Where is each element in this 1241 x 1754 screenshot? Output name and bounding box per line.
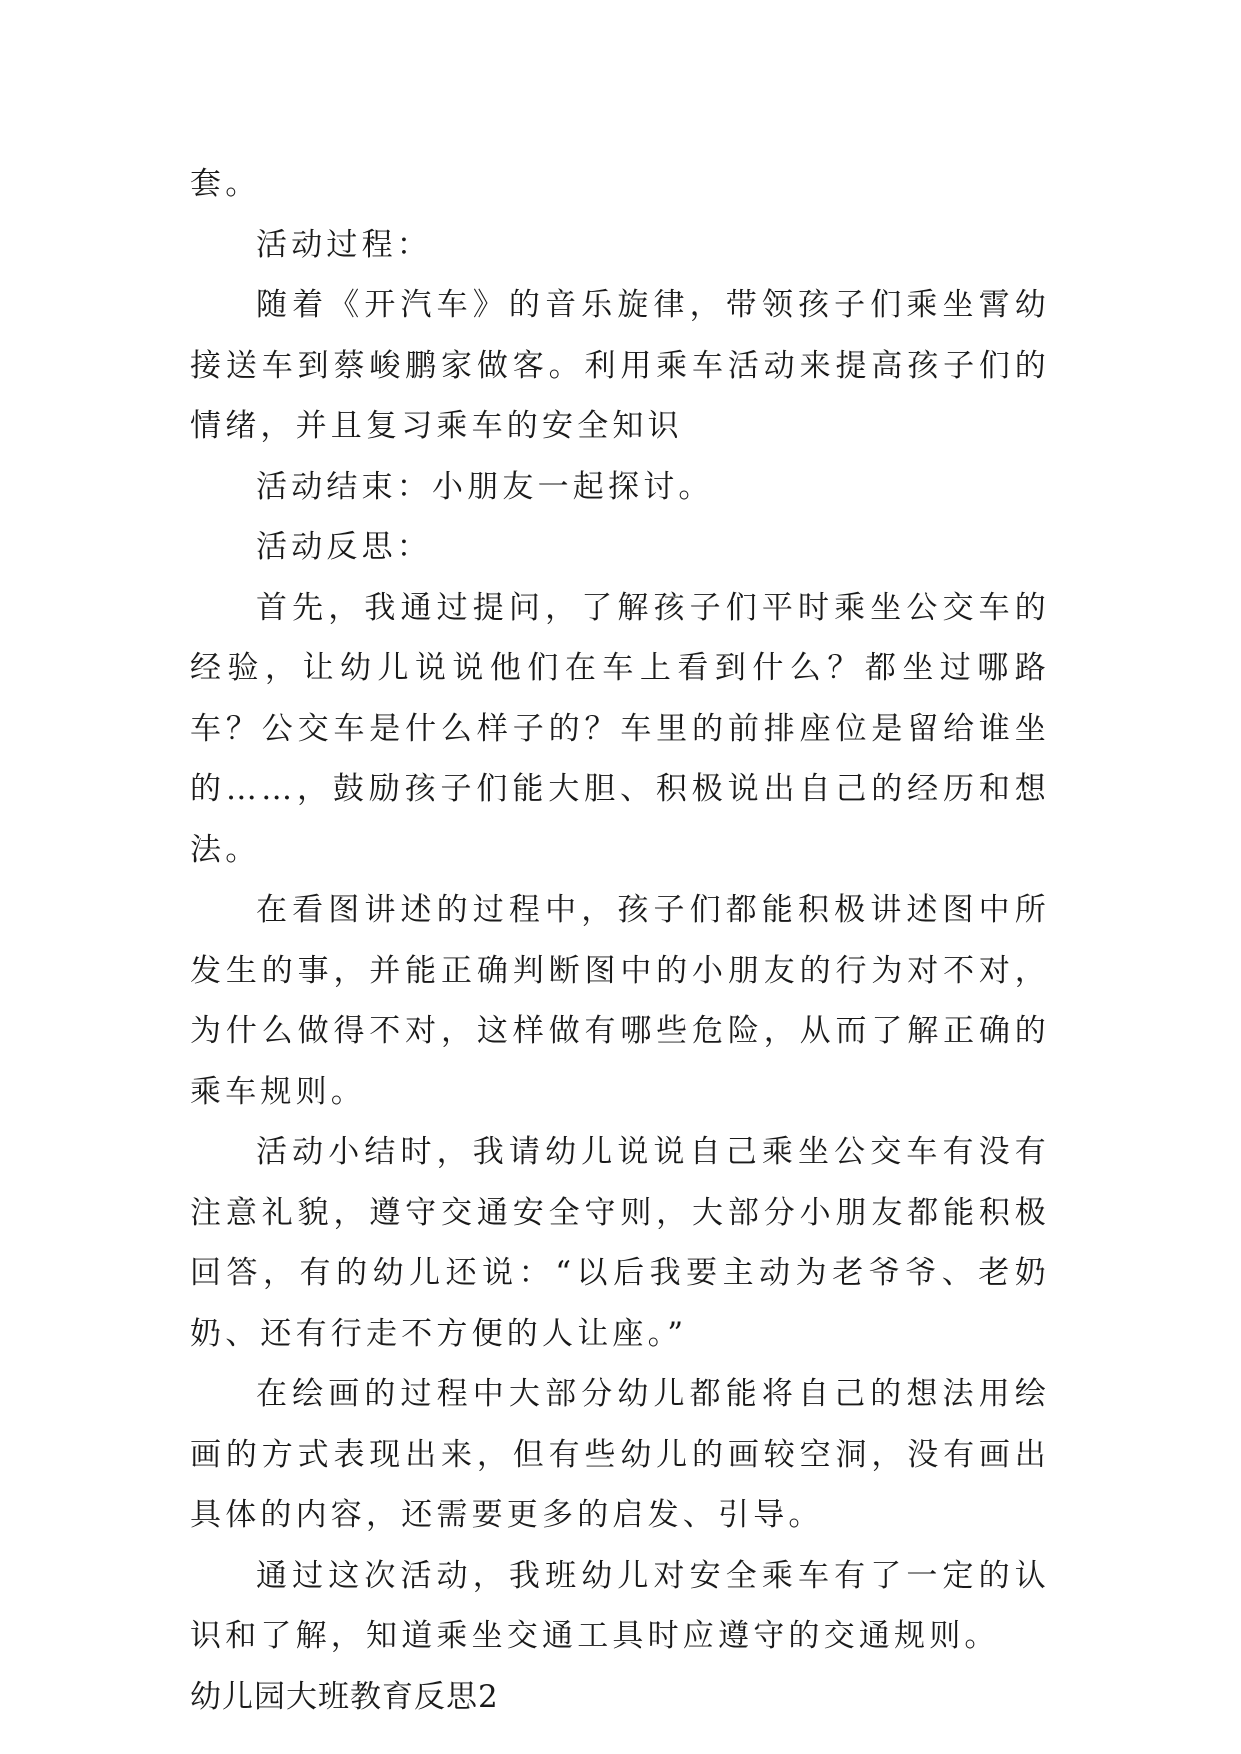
reflection-paragraph: 通过这次活动，我班幼儿对安全乘车有了一定的认识和了解，知道乘坐交通工具时应遵守的交通规则。 (190, 1557, 1050, 1654)
activity-end-paragraph: 活动结束：小朋友一起探讨。 (256, 468, 714, 505)
reflection-paragraph: 在看图讲述的过程中，孩子们都能积极讲述图中所发生的事，并能正确判断图中的小朋友的行为对不对，为什么做得不对，这样做有哪些危险，从而了解正确的乘车规则。 (190, 892, 1050, 1110)
activity-reflection-heading: 活动反思： (256, 529, 432, 565)
paragraph-continuation: 套。 (190, 166, 261, 202)
next-section-title: 幼儿园大班教育反思2 (190, 1678, 499, 1715)
reflection-paragraph: 首先，我通过提问，了解孩子们平时乘坐公交车的经验，让幼儿说说他们在车上看到什么？都坐过哪路车？公交车是什么样子的？车里的前排座位是留给谁坐的……，鼓励孩子们能大胆、积极说出自己的经历和想法。 (190, 589, 1050, 868)
reflection-paragraph: 活动小结时，我请幼儿说说自己乘坐公交车有没有注意礼貌，遵守交通安全守则，大部分小朋友都能积极回答，有的幼儿还说：“以后我要主动为老爷爷、老奶奶、还有行走不方便的人让座。” (190, 1134, 1050, 1352)
activity-process-paragraph: 随着《开汽车》的音乐旋律，带领孩子们乘坐霄幼接送车到蔡峻鹏家做客。利用乘车活动来提高孩子们的情绪，并且复习乘车的安全知识 (190, 287, 1050, 444)
document-body (190, 154, 1050, 1727)
reflection-paragraph: 在绘画的过程中大部分幼儿都能将自己的想法用绘画的方式表现出来，但有些幼儿的画较空洞，没有画出具体的内容，还需要更多的启发、引导。 (190, 1376, 1050, 1533)
activity-process-heading: 活动过程： (256, 226, 432, 263)
